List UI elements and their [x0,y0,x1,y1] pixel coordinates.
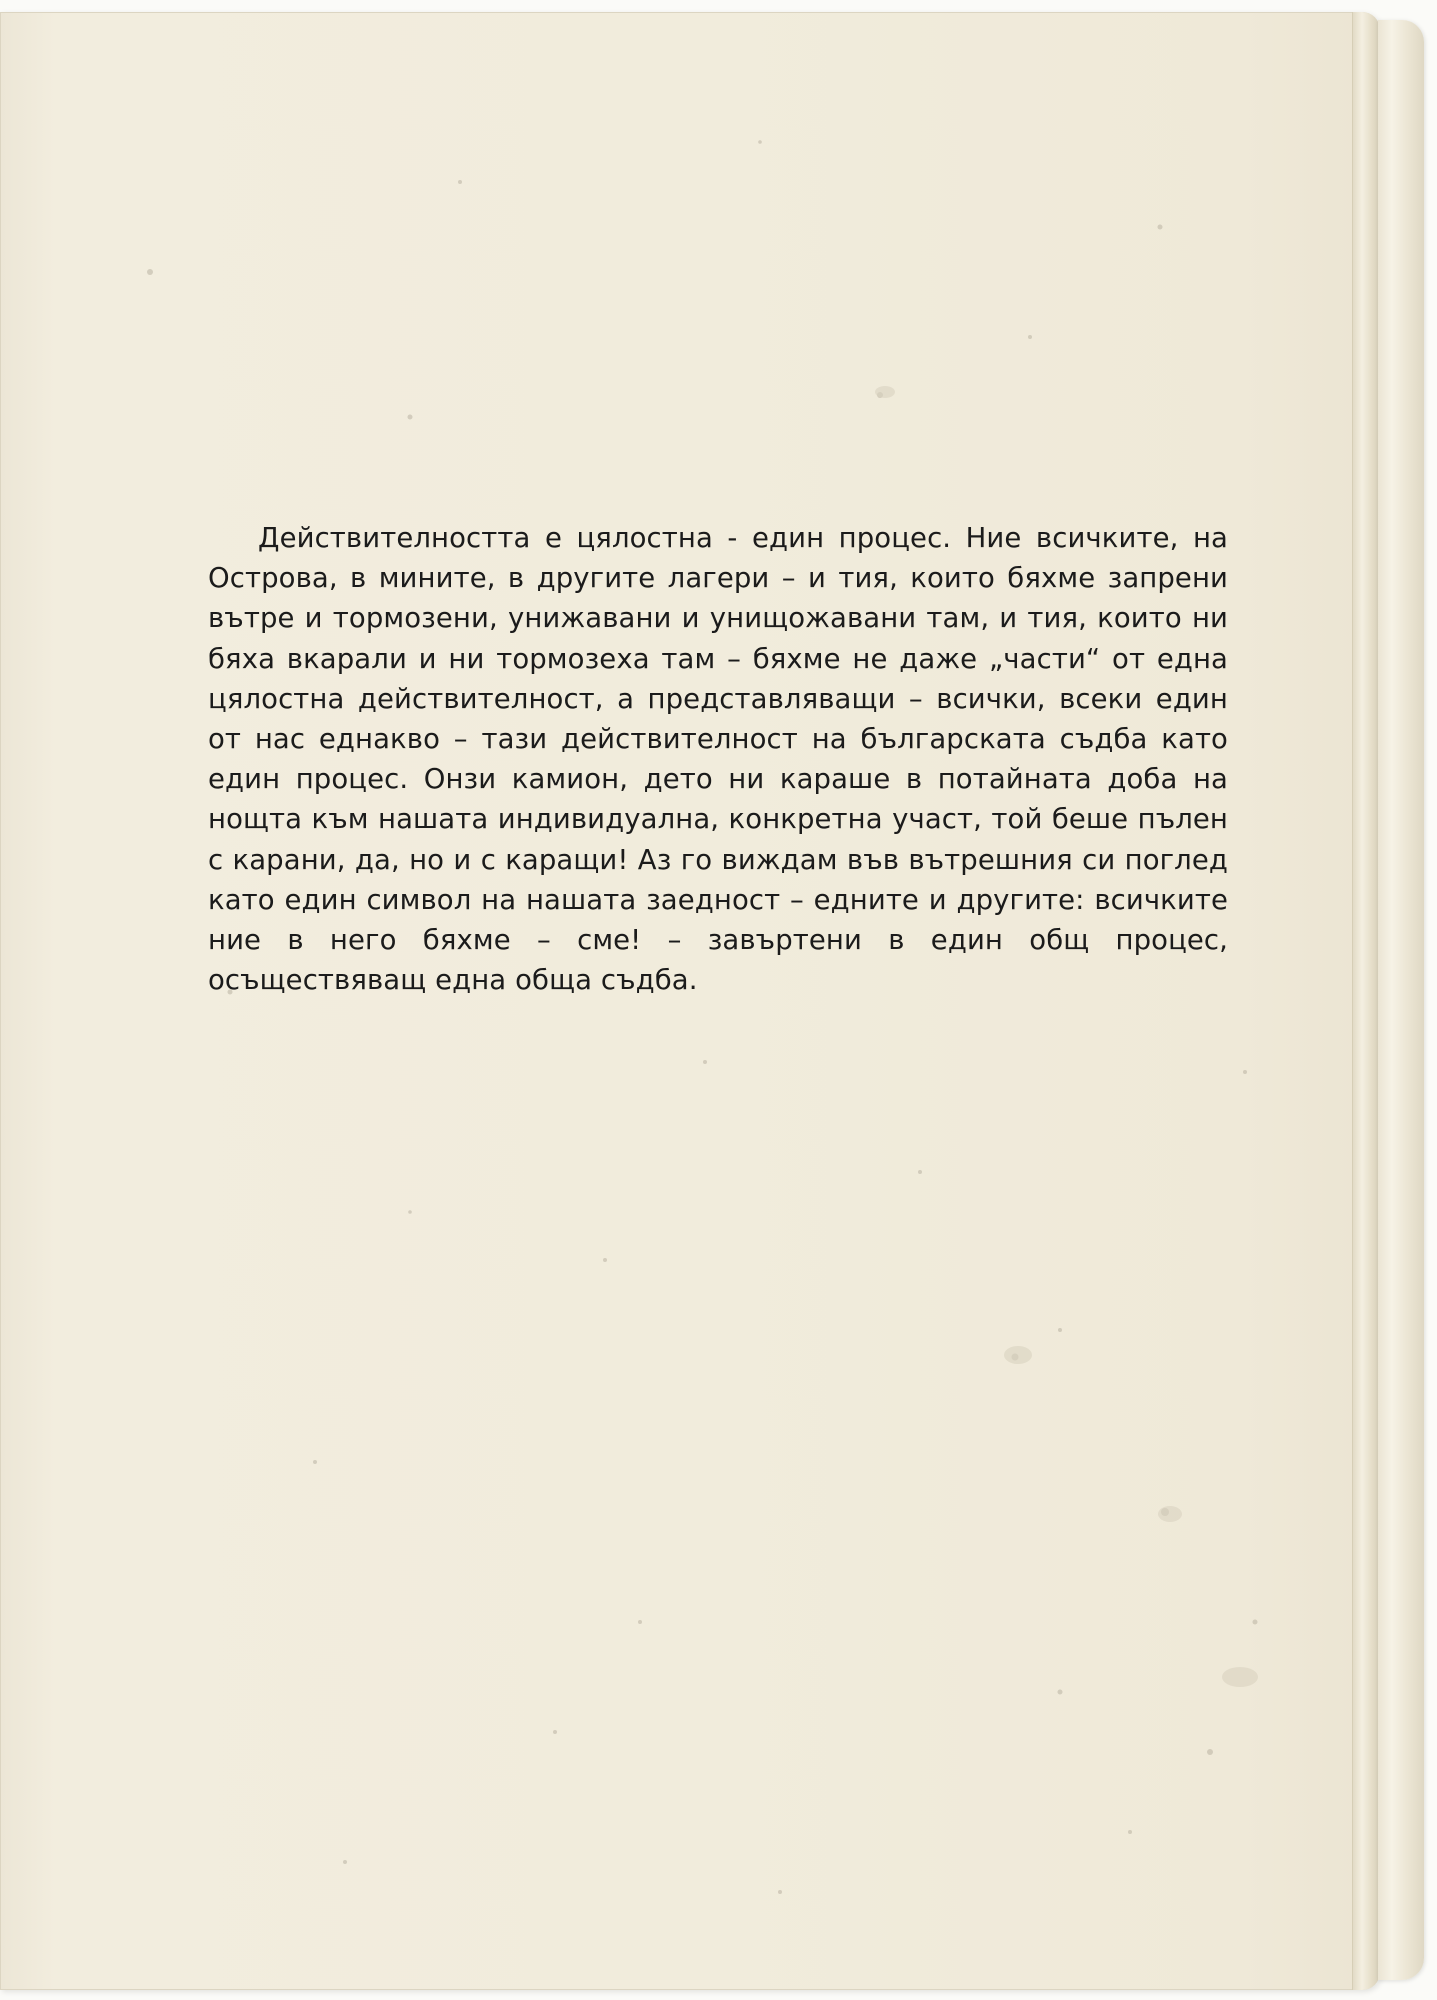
cover-speckles [0,12,1380,1990]
book-back-cover [0,12,1380,1990]
spine-hinge [1352,12,1379,1990]
back-cover-blurb: Действителността е цялостна - един процес. Ние всичките, на Острова, в мините, в другите лагери – и тия, които бяхме запрени вътре и тормозени, унижавани и унищожавани там, и тия, които ни бяха вкарали и ни тормозеха там – бяхме не даже „части“ от една цялостна действителност, а представляващи – всички, всеки един от нас еднакво – тази действителност на българската съдба като един процес. Онзи камион, дето ни караше в потайната доба на нощта към нашата индивидуална, конкретна участ, той беше пълен с карани, да, но и с каращи! Аз го виждам във вътрешния си поглед като един символ на нашата заедност – едните и другите: всичките ние в него бяхме – сме! – завъртени в един общ процес, осъществяващ една обща съдба. [208,522,1228,997]
book-spine-edge [1378,20,1424,1980]
